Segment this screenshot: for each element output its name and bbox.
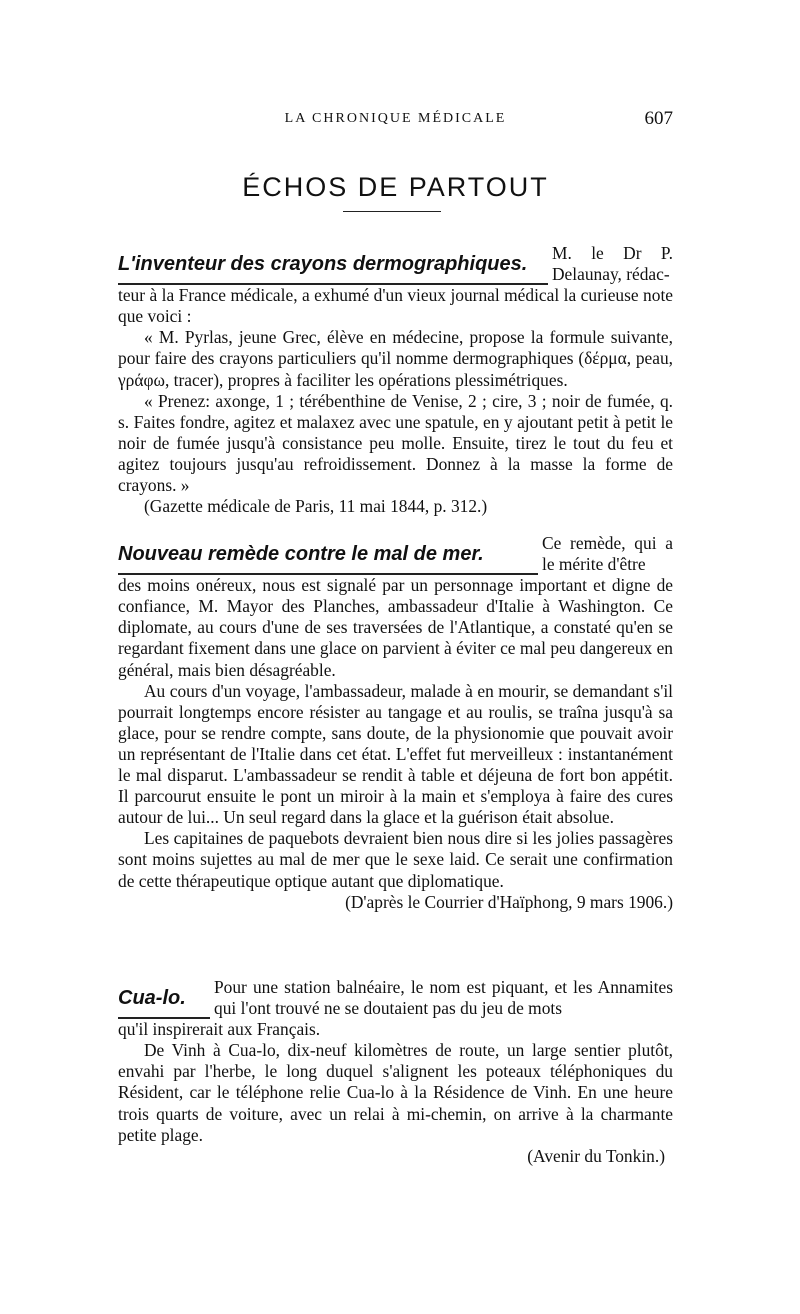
- article-paragraph: teur à la France médicale, a exhumé d'un vieux journal médical la curieuse note que voici :: [118, 285, 673, 327]
- article-cua-lo: [118, 977, 673, 1167]
- article-lead: M. le Dr P. Delaunay, rédac-: [552, 243, 673, 285]
- article-heading: L'inventeur des crayons dermographiques.: [118, 243, 548, 285]
- article-paragraph: « M. Pyrlas, jeune Grec, élève en médecine, propose la formule suivante, pour faire des crayons particuliers qu'il nomme dermographiques (δέρμα, peau, γράφω, tracer), propres à faciliter les opérations plessimétriques.: [118, 327, 673, 390]
- article-paragraph: Les capitaines de paquebots devraient bien nous dire si les jolies passagères sont moins sujettes au mal de mer que le sexe laid. Ce serait une confirmation de cette thérapeutique optique autant que diplomatique.: [118, 828, 673, 891]
- article-lead: Pour une station balnéaire, le nom est piquant, et les Annamites qui l'ont trouvé ne se doutaient pas du jeu de mots: [214, 977, 673, 1019]
- running-header: [118, 108, 673, 130]
- article-heading: Cua-lo.: [118, 977, 210, 1019]
- article-heading: Nouveau remède contre le mal de mer.: [118, 533, 538, 575]
- article-lead: Ce remède, qui a le mérite d'être: [542, 533, 673, 575]
- article-paragraph: qu'il inspirerait aux Français.: [118, 1019, 321, 1040]
- title-divider: [343, 211, 441, 212]
- article-paragraph: De Vinh à Cua-lo, dix-neuf kilomètres de route, un large sentier plutôt, envahi par l'herbe, le long duquel s'alignent les poteaux téléphoniques du Résident, car le téléphone relie Cua-lo à la Résidence de Vinh. En une heure trois quarts de voiture, avec un relai à mi-chemin, on arrive à la charmante petite plage.: [118, 1040, 673, 1145]
- journal-title: LA CHRONIQUE MÉDICALE: [284, 111, 507, 126]
- article-source: (Gazette médicale de Paris, 11 mai 1844, p. 312.): [144, 496, 488, 517]
- article-source: (Avenir du Tonkin.): [527, 1145, 665, 1166]
- article-source: (D'après le Courrier d'Haïphong, 9 mars 1906.): [345, 891, 673, 912]
- page-number: 607: [644, 108, 673, 129]
- article-dermographic-crayons: [118, 243, 673, 517]
- article-sea-sickness: [118, 533, 673, 913]
- article-paragraph: Au cours d'un voyage, l'ambassadeur, malade à en mourir, se demandant s'il pourrait longtemps encore résister au tangage et au roulis, se traîna jusqu'à sa glace, pour se rendre compte, sans doute, de la physionomie que pouvait avoir un représentant de l'Italie dans cet état. L'effet fut merveilleux : instantanément le mal disparut. L'ambassadeur se rendit à table et déjeuna de fort bon appétit. Il parcourut ensuite le pont un miroir à la main et s'employa à faire des cures autour de lui... Un seul regard dans la glace et la guérison était absolue.: [118, 680, 673, 828]
- article-paragraph: « Prenez: axonge, 1 ; térébenthine de Venise, 2 ; cire, 3 ; noir de fumée, q. s. Faites fondre, agitez et malaxez avec une spatule, en y ajoutant petit à petit le noir de fumée jusqu'à consistance peu molle. Ensuite, tirez le tout du feu et agitez toujours jusqu'au refroidissement. Donnez à la masse la forme de crayons. »: [118, 390, 673, 496]
- article-paragraph: des moins onéreux, nous est signalé par un personnage important et digne de confiance, M. Mayor des Planches, ambassadeur d'Italie à Washington. Ce diplomate, au cours d'une de ses traversées de l'Atlantique, a constaté qu'en se regardant fixement dans une glace on parvient à éviter ce mal peu dangereux en général, mais bien désagréable.: [118, 575, 673, 680]
- section-title: ÉCHOS DE PARTOUT: [242, 172, 549, 202]
